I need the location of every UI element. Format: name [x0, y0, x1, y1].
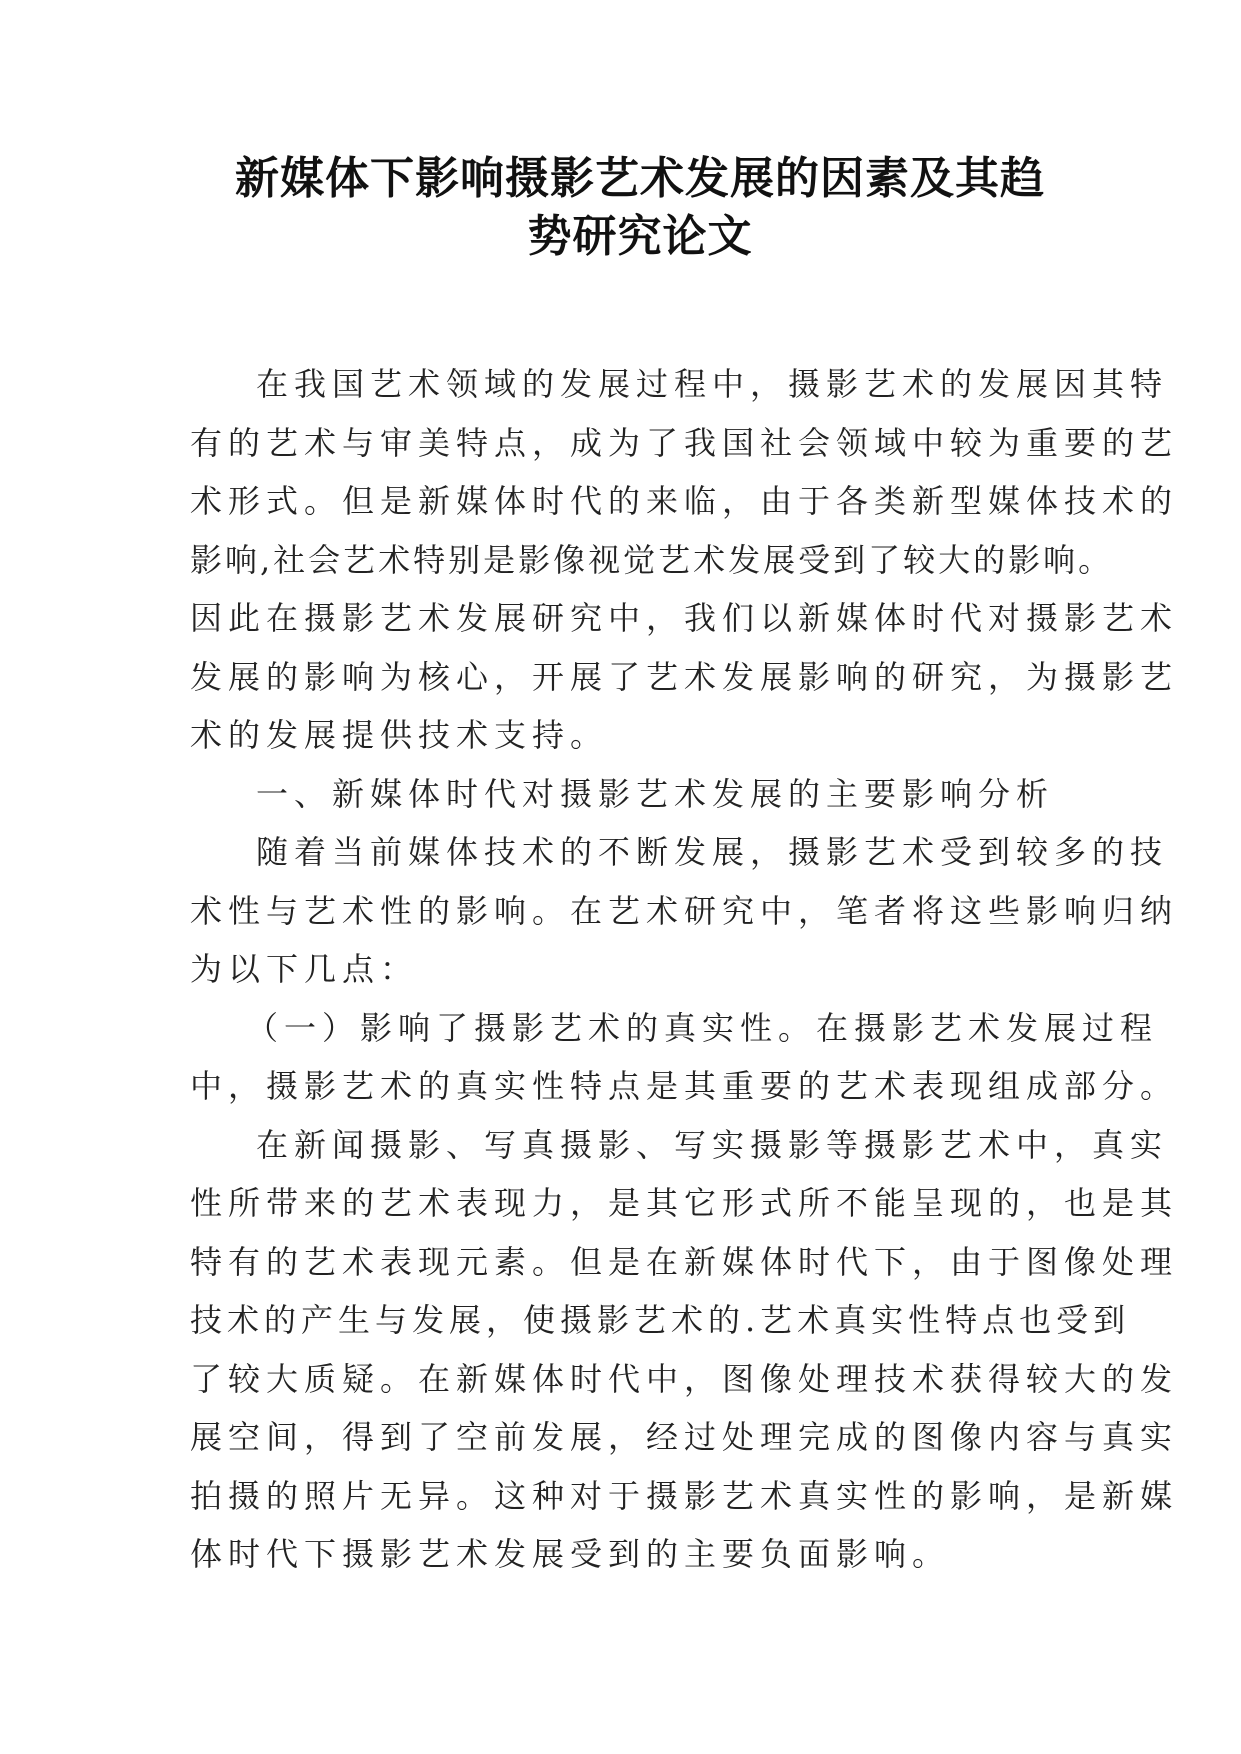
- document-title: [190, 150, 1090, 266]
- paragraph-line: 特有的艺术表现元素。但是在新媒体时代下，由于图像处理: [190, 1242, 1179, 1281]
- paragraph-line: 展空间，得到了空前发展，经过处理完成的图像内容与真实: [190, 1418, 1179, 1456]
- paragraph-line: 发展的影响为核心，开展了艺术发展影响的研究，为摄影艺: [190, 657, 1179, 696]
- paragraph-line: 技术的产生与发展，使摄影艺术的.艺术真实性特点也受到: [190, 1301, 1131, 1339]
- subsection-heading: （一）影响了摄影艺术的真实性。在摄影艺术发展过程: [246, 1008, 1159, 1047]
- paragraph-line: 术性与艺术性的影响。在艺术研究中，笔者将这些影响归纳: [190, 891, 1179, 930]
- paragraph-line: 性所带来的艺术表现力，是其它形式所不能呈现的，也是其: [190, 1184, 1179, 1222]
- document-body: [190, 355, 1179, 1584]
- section-heading: 一、新媒体时代对摄影艺术发展的主要影响分析: [256, 774, 1055, 813]
- paragraph-line: 影响,社会艺术特别是影像视觉艺术发展受到了较大的影响。: [190, 540, 1114, 579]
- paragraph-line: 随着当前媒体技术的不断发展，摄影艺术受到较多的技: [256, 833, 1169, 871]
- paragraph-line: 中，摄影艺术的真实性特点是其重要的艺术表现组成部分。: [190, 1067, 1179, 1105]
- paragraph-line: 拍摄的照片无异。这种对于摄影艺术真实性的影响，是新媒: [190, 1476, 1179, 1515]
- paragraph-line: 有的艺术与审美特点，成为了我国社会领域中较为重要的艺: [190, 423, 1179, 462]
- paragraph-line: 为以下几点：: [190, 950, 419, 988]
- paragraph-line: 术形式。但是新媒体时代的来临，由于各类新型媒体技术的: [190, 482, 1179, 520]
- title-line-2: 势研究论文: [527, 211, 753, 262]
- paragraph-line: 在我国艺术领域的发展过程中，摄影艺术的发展因其特: [256, 365, 1169, 403]
- paragraph-line: 了较大质疑。在新媒体时代中，图像处理技术获得较大的发: [190, 1359, 1179, 1398]
- paragraph-line: 体时代下摄影艺术发展受到的主要负面影响。: [190, 1535, 951, 1573]
- paragraph-line: 在新闻摄影、写真摄影、写实摄影等摄影艺术中，真实: [256, 1125, 1169, 1164]
- title-line-1: 新媒体下影响摄影艺术发展的因素及其趋: [235, 153, 1045, 204]
- paragraph-line: 因此在摄影艺术发展研究中，我们以新媒体时代对摄影艺术: [190, 599, 1179, 637]
- paragraph-line: 术的发展提供技术支持。: [190, 716, 609, 754]
